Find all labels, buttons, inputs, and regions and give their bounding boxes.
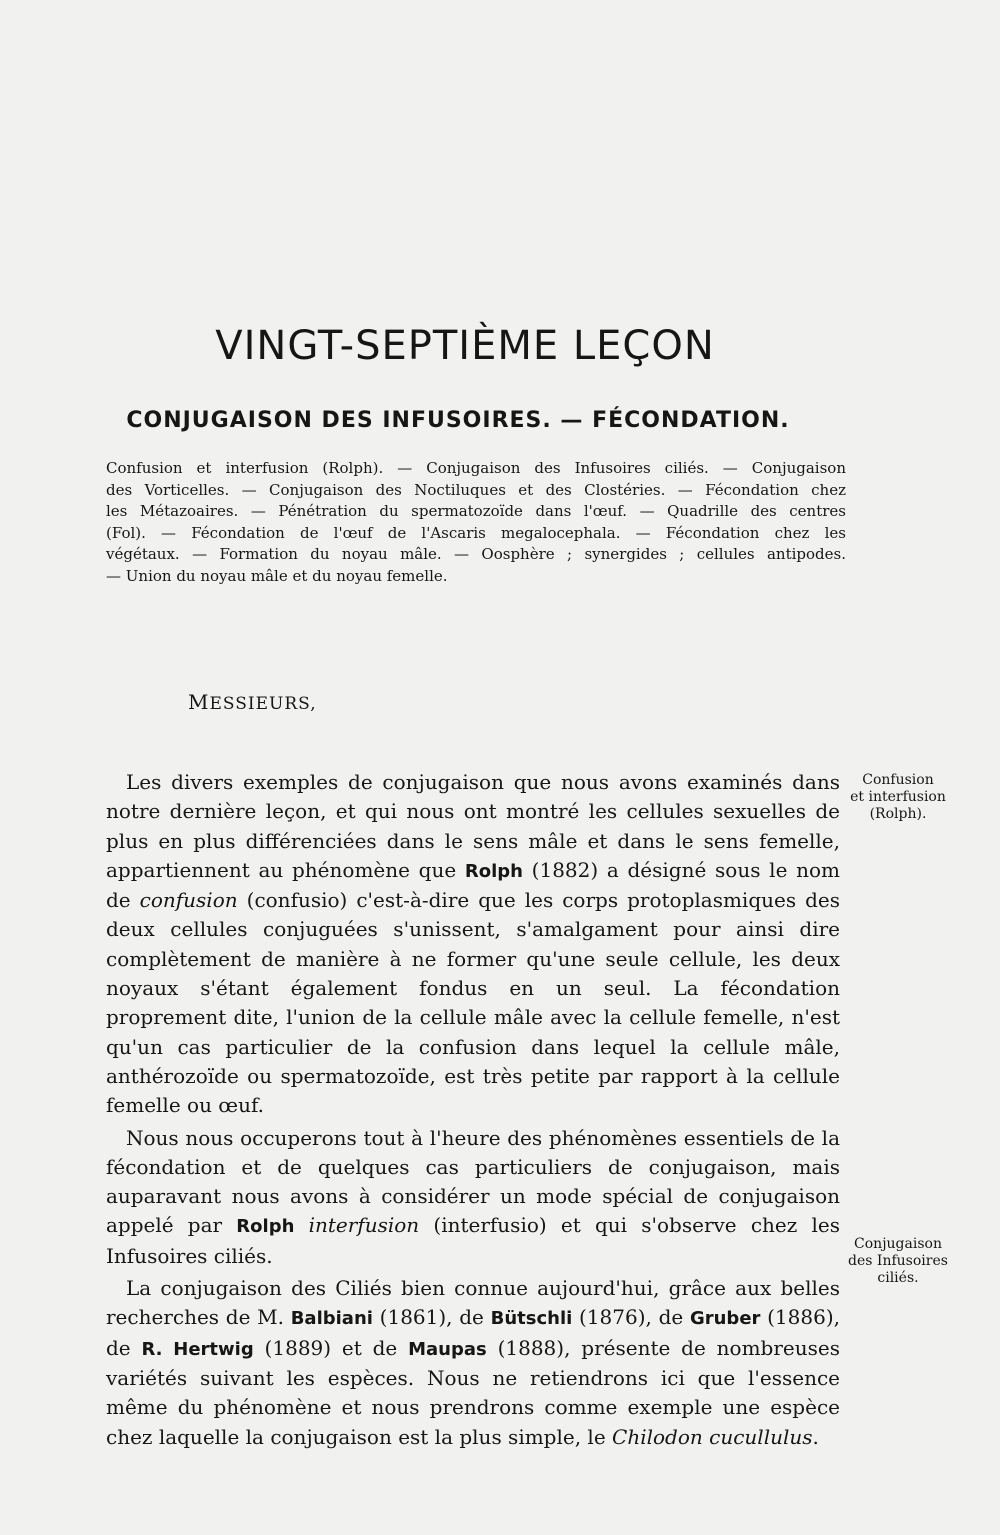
text-run: (1888), présente de nombreuses variétés suivant les espèces. Nous ne retiendrons ici que l'essence même du phénomène et nous prendrons comme exemple une espèce chez laquelle la conjugaison est la plus simple, le xyxy=(106,1335,840,1449)
margin-note-line: Confusion xyxy=(862,772,934,788)
chapter-summary xyxy=(106,458,846,588)
text-run: (confusio) c'est-à-dire que les corps protoplasmiques des deux cellules conjuguées s'unissent, s'amalgament pour ainsi dire complètement de manière à ne former qu'une seule cellule, les deux noyaux s'étant également fondus en un seul. La fécondation proprement dite, l'union de la cellule mâle avec la cellule femelle, n'est qu'un cas particulier de la confusion dans lequel la cellule mâle, anthérozoïde ou spermatozoïde, est très petite par rapport à la cellule femelle ou œuf. xyxy=(106,888,840,1118)
paragraph-cilies xyxy=(106,1274,840,1452)
margin-note-line: des Infusoires xyxy=(848,1253,948,1269)
text-run xyxy=(294,1213,308,1237)
author-name: Gruber xyxy=(689,1308,761,1330)
summary-line: végétaux. — Formation du noyau mâle. — Oosphère ; synergides ; cellules antipodes. xyxy=(106,545,846,564)
body-text xyxy=(106,768,840,1455)
margin-note-line: (Rolph). xyxy=(869,806,927,822)
margin-note-line: et interfusion xyxy=(850,789,946,805)
summary-line: — Union du noyau mâle et du noyau femelle. xyxy=(106,566,448,585)
species-name: Chilodon cucullulus xyxy=(612,1424,813,1449)
paragraph-confusion xyxy=(106,768,840,1121)
margin-note-line: Conjugaison xyxy=(854,1236,942,1252)
summary-line: les Métazoaires. — Pénétration du spermatozoïde dans l'œuf. — Quadrille des centres xyxy=(106,502,846,521)
chapter-title: VINGT-SEPTIÈME LEÇON xyxy=(215,322,715,369)
chapter-subtitle: CONJUGAISON DES INFUSOIRES. — FÉCONDATION. xyxy=(126,408,790,434)
salutation-initial: M xyxy=(188,690,210,714)
author-name: Rolph xyxy=(236,1216,295,1238)
margin-note-confusion xyxy=(842,772,954,823)
salutation-punct: , xyxy=(310,694,317,714)
author-name: Bütschli xyxy=(490,1308,573,1330)
text-run: . xyxy=(812,1424,819,1449)
summary-line: Confusion et interfusion (Rolph). — Conjugaison des Infusoires ciliés. — Conjugaison xyxy=(106,459,846,477)
text-run: (1886), de xyxy=(106,1305,840,1360)
text-run: (1876), de xyxy=(572,1305,690,1330)
author-name: Maupas xyxy=(408,1338,487,1360)
term-italic: interfusion xyxy=(308,1213,420,1238)
author-name: Balbiani xyxy=(290,1308,373,1330)
text-run: La conjugaison des Ciliés bien connue aujourd'hui, grâce aux belles recherches de M. xyxy=(106,1276,840,1330)
author-name: Rolph xyxy=(464,860,523,882)
text-run: (interfusio) et qui s'observe chez les Infusoires ciliés. xyxy=(106,1213,840,1268)
margin-note-conjugaison xyxy=(842,1236,954,1287)
margin-note-line: ciliés. xyxy=(877,1270,919,1286)
author-name: R. Hertwig xyxy=(141,1338,254,1360)
paragraph-interfusion xyxy=(106,1124,840,1271)
text-run: (1889) et de xyxy=(253,1335,409,1360)
salutation-rest: ESSIEURS xyxy=(209,694,311,714)
text-run: Nous nous occuperons tout à l'heure des phénomènes essentiels de la fécondation et de quelques cas particuliers de conjugaison, mais auparavant nous avons à considérer un mode spécial de conjugaison appelé par xyxy=(106,1125,840,1238)
term-italic: confusion xyxy=(139,888,238,913)
text-run: (1861), de xyxy=(372,1305,491,1330)
summary-line: des Vorticelles. — Conjugaison des Noctiluques et des Clostéries. — Fécondation chez xyxy=(106,480,846,499)
text-run: (1882) a désigné sous le nom de xyxy=(106,857,840,913)
salutation xyxy=(188,690,317,714)
summary-line: (Fol). — Fécondation de l'œuf de l'Ascaris megalocephala. — Fécondation chez les xyxy=(106,523,846,542)
text-run: Les divers exemples de conjugaison que nous avons examinés dans notre dernière leçon, et qui nous ont montré les cellules sexuelles de plus en plus différenciées dans le sens mâle et dans le sens femelle, appartiennent au phénomène que xyxy=(106,770,840,882)
